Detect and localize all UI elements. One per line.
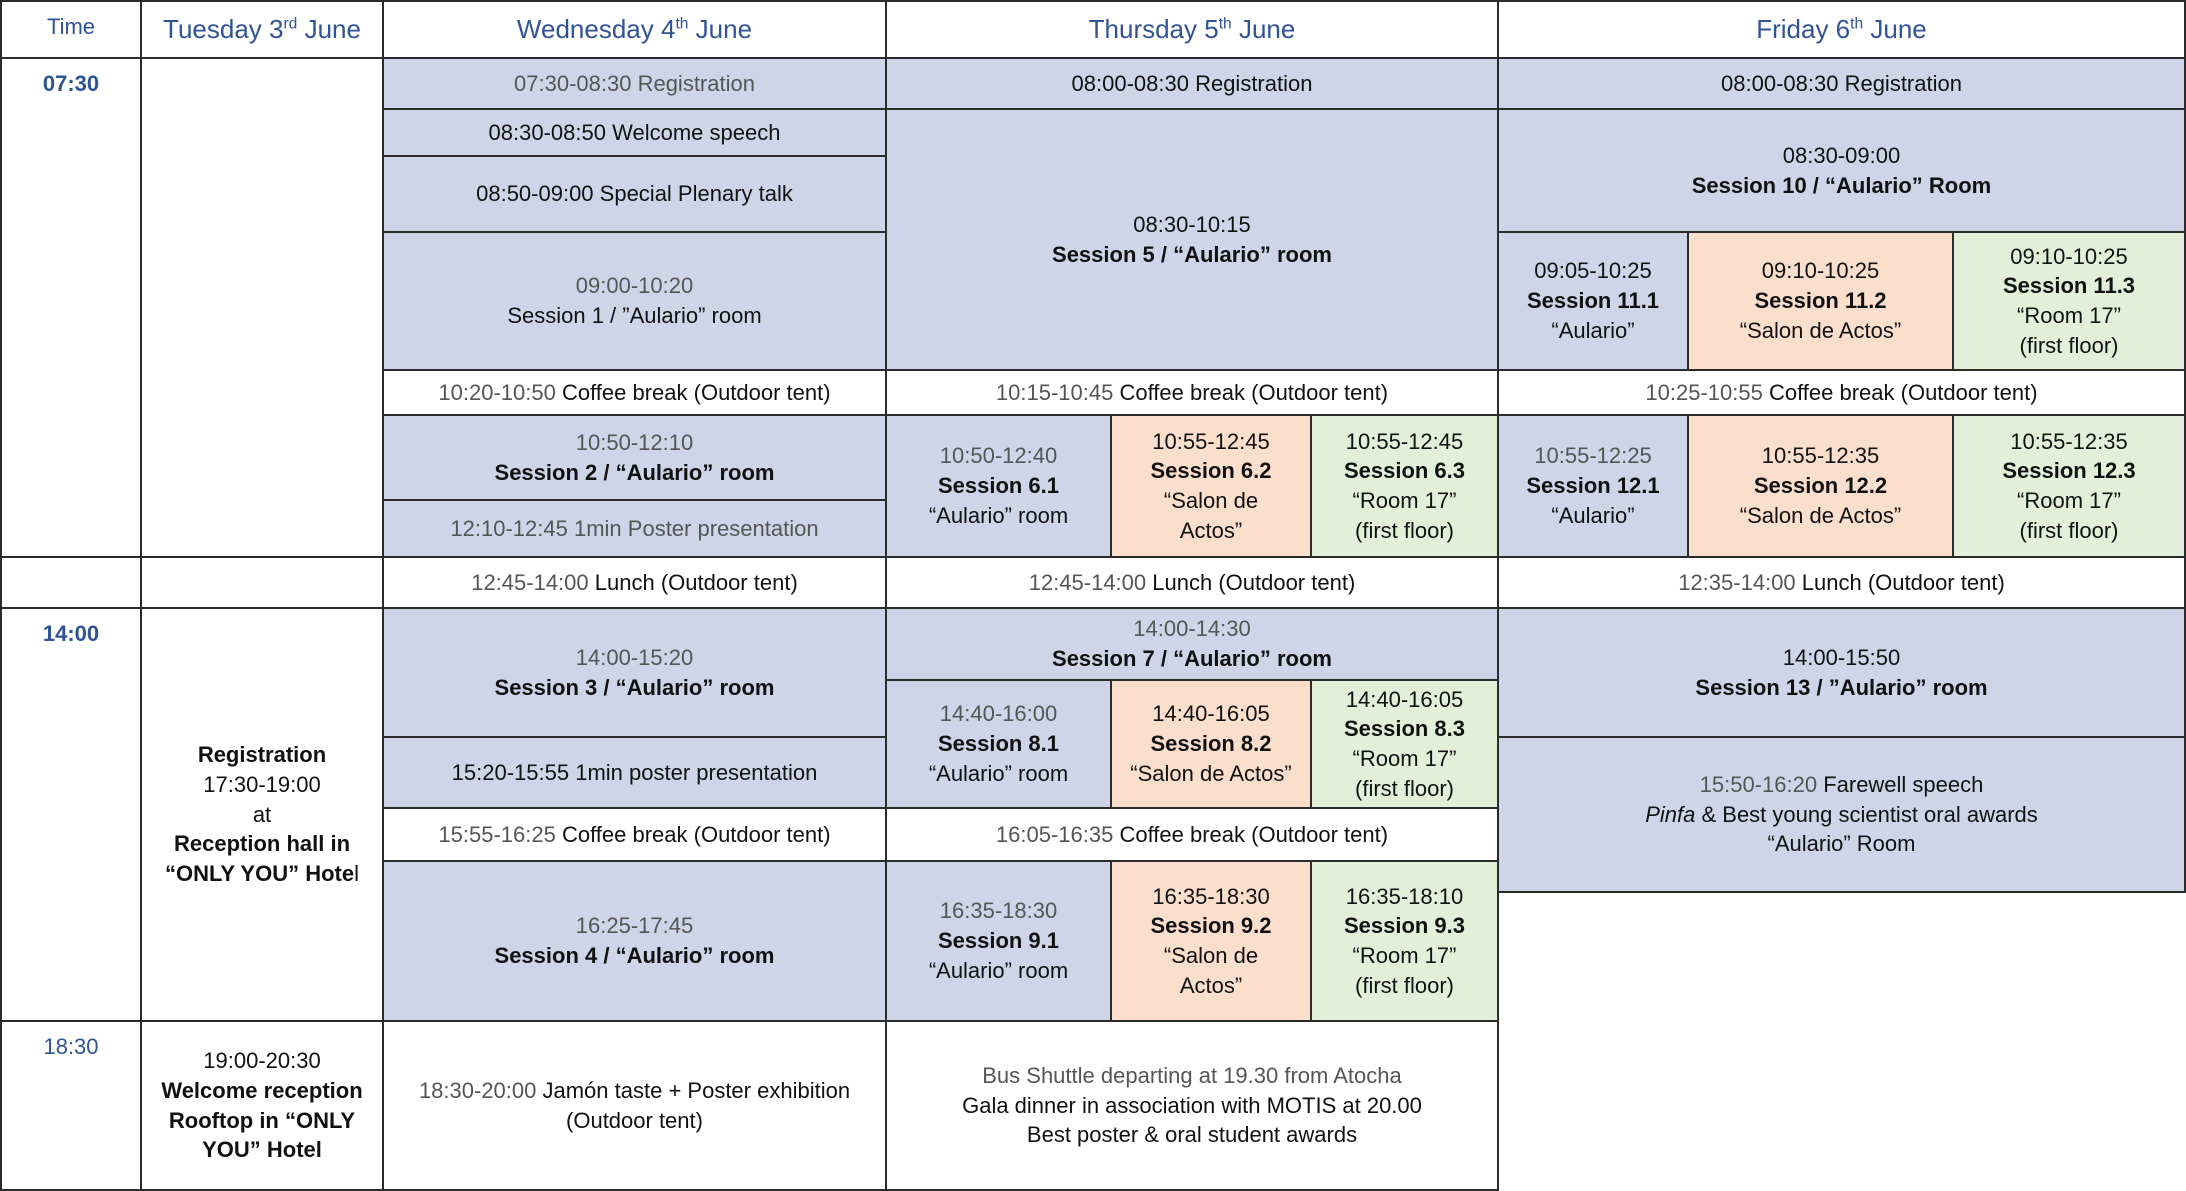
- thu-session-8-1: 14:40-16:00 Session 8.1 “Aulario” room: [885, 679, 1112, 809]
- fri-coffee-break: 10:25-10:55 Coffee break (Outdoor tent): [1497, 369, 2186, 416]
- tuesday-morning-empty: [140, 57, 384, 558]
- wed-registration: 07:30-08:30 Registration: [382, 57, 887, 110]
- fri-farewell-speech: 15:50-16:20 Farewell speech Pinfa & Best young scientist oral awards “Aulario” Room: [1497, 736, 2186, 893]
- fri-session-12-3: 10:55-12:35 Session 12.3 “Room 17” (first floor): [1952, 414, 2186, 558]
- time-empty-lunch: [0, 556, 142, 609]
- fri-session-11-3: 09:10-10:25 Session 11.3 “Room 17” (first floor): [1952, 231, 2186, 371]
- wed-jamon-taste: 18:30-20:00 Jamón taste + Poster exhibition (Outdoor tent): [382, 1020, 887, 1191]
- wed-session-3: 14:00-15:20 Session 3 / “Aulario” room: [382, 607, 887, 738]
- tuesday-lunch-empty: [140, 556, 384, 609]
- tuesday-registration-hotel: “ONLY YOU” Hotel: [165, 861, 359, 887]
- thu-coffee-break-2: 16:05-16:35 Coffee break (Outdoor tent): [885, 807, 1499, 862]
- thu-session-6-3: 10:55-12:45 Session 6.3 “Room 17” (first floor): [1310, 414, 1499, 558]
- thu-coffee-break-1: 10:15-10:45 Coffee break (Outdoor tent): [885, 369, 1499, 416]
- fri-empty-evening: [1497, 891, 2186, 1191]
- thu-gala-dinner: Bus Shuttle departing at 19.30 from Atocha Gala dinner in association with MOTIS at 20.00 Best poster & oral student awards: [885, 1020, 1499, 1191]
- wed-session-1: 09:00-10:20 Session 1 / ”Aulario” room: [382, 231, 887, 371]
- wed-session-4: 16:25-17:45 Session 4 / “Aulario” room: [382, 860, 887, 1022]
- time-0730: 07:30: [0, 57, 142, 558]
- fri-session-12-2: 10:55-12:35 Session 12.2 “Salon de Actos”: [1687, 414, 1954, 558]
- thu-session-9-3: 16:35-18:10 Session 9.3 “Room 17” (first floor): [1310, 860, 1499, 1022]
- thu-session-7: 14:00-14:30 Session 7 / “Aulario” room: [885, 607, 1499, 681]
- tuesday-registration-place: Reception hall in: [173, 831, 351, 857]
- thu-session-5: 08:30-10:15 Session 5 / “Aulario” room: [885, 108, 1499, 371]
- wed-coffee-break-2: 15:55-16:25 Coffee break (Outdoor tent): [382, 807, 887, 862]
- wed-coffee-break-1: 10:20-10:50 Coffee break (Outdoor tent): [382, 369, 887, 416]
- header-thursday: Thursday 5th June: [885, 0, 1499, 59]
- thu-session-8-3: 14:40-16:05 Session 8.3 “Room 17” (first floor): [1310, 679, 1499, 809]
- thu-lunch: 12:45-14:00 Lunch (Outdoor tent): [885, 556, 1499, 609]
- fri-session-11-2: 09:10-10:25 Session 11.2 “Salon de Actos”: [1687, 231, 1954, 371]
- fri-session-10: 08:30-09:00 Session 10 / “Aulario” Room: [1497, 108, 2186, 233]
- tuesday-registration-title: Registration: [197, 742, 327, 768]
- thu-session-9-1: 16:35-18:30 Session 9.1 “Aulario” room: [885, 860, 1112, 1022]
- fri-registration: 08:00-08:30 Registration: [1497, 57, 2186, 110]
- thu-session-6-2: 10:55-12:45 Session 6.2 “Salon de Actos”: [1110, 414, 1312, 558]
- fri-session-13: 14:00-15:50 Session 13 / ”Aulario” room: [1497, 607, 2186, 738]
- fri-session-11-1: 09:05-10:25 Session 11.1 “Aulario”: [1497, 231, 1689, 371]
- wed-plenary-talk: 08:50-09:00 Special Plenary talk: [382, 155, 887, 233]
- header-tuesday: Tuesday 3rd June: [140, 0, 384, 59]
- wed-lunch: 12:45-14:00 Lunch (Outdoor tent): [382, 556, 887, 609]
- wed-poster-presentation-2: 15:20-15:55 1min poster presentation: [382, 736, 887, 809]
- wed-session-2: 10:50-12:10 Session 2 / “Aulario” room: [382, 414, 887, 501]
- time-1830: 18:30: [0, 1020, 142, 1191]
- wed-welcome-speech: 08:30-08:50 Welcome speech: [382, 108, 887, 157]
- tuesday-registration-at: at: [252, 801, 272, 827]
- thu-session-8-2: 14:40-16:05 Session 8.2 “Salon de Actos”: [1110, 679, 1312, 809]
- header-wednesday: Wednesday 4th June: [382, 0, 887, 59]
- tuesday-registration: [140, 607, 384, 1022]
- fri-session-12-1: 10:55-12:25 Session 12.1 “Aulario”: [1497, 414, 1689, 558]
- header-time: Time: [0, 0, 142, 59]
- wed-poster-presentation-1: 12:10-12:45 1min Poster presentation: [382, 499, 887, 558]
- thu-session-9-2: 16:35-18:30 Session 9.2 “Salon de Actos”: [1110, 860, 1312, 1022]
- thu-session-6-1: 10:50-12:40 Session 6.1 “Aulario” room: [885, 414, 1112, 558]
- time-1400: 14:00: [0, 607, 142, 1022]
- header-friday: Friday 6th June: [1497, 0, 2186, 59]
- tuesday-welcome-reception: 19:00-20:30 Welcome reception Rooftop in “ONLY YOU” Hotel: [140, 1020, 384, 1191]
- fri-lunch: 12:35-14:00 Lunch (Outdoor tent): [1497, 556, 2186, 609]
- tuesday-registration-time: 17:30-19:00: [203, 771, 321, 797]
- thu-registration: 08:00-08:30 Registration: [885, 57, 1499, 110]
